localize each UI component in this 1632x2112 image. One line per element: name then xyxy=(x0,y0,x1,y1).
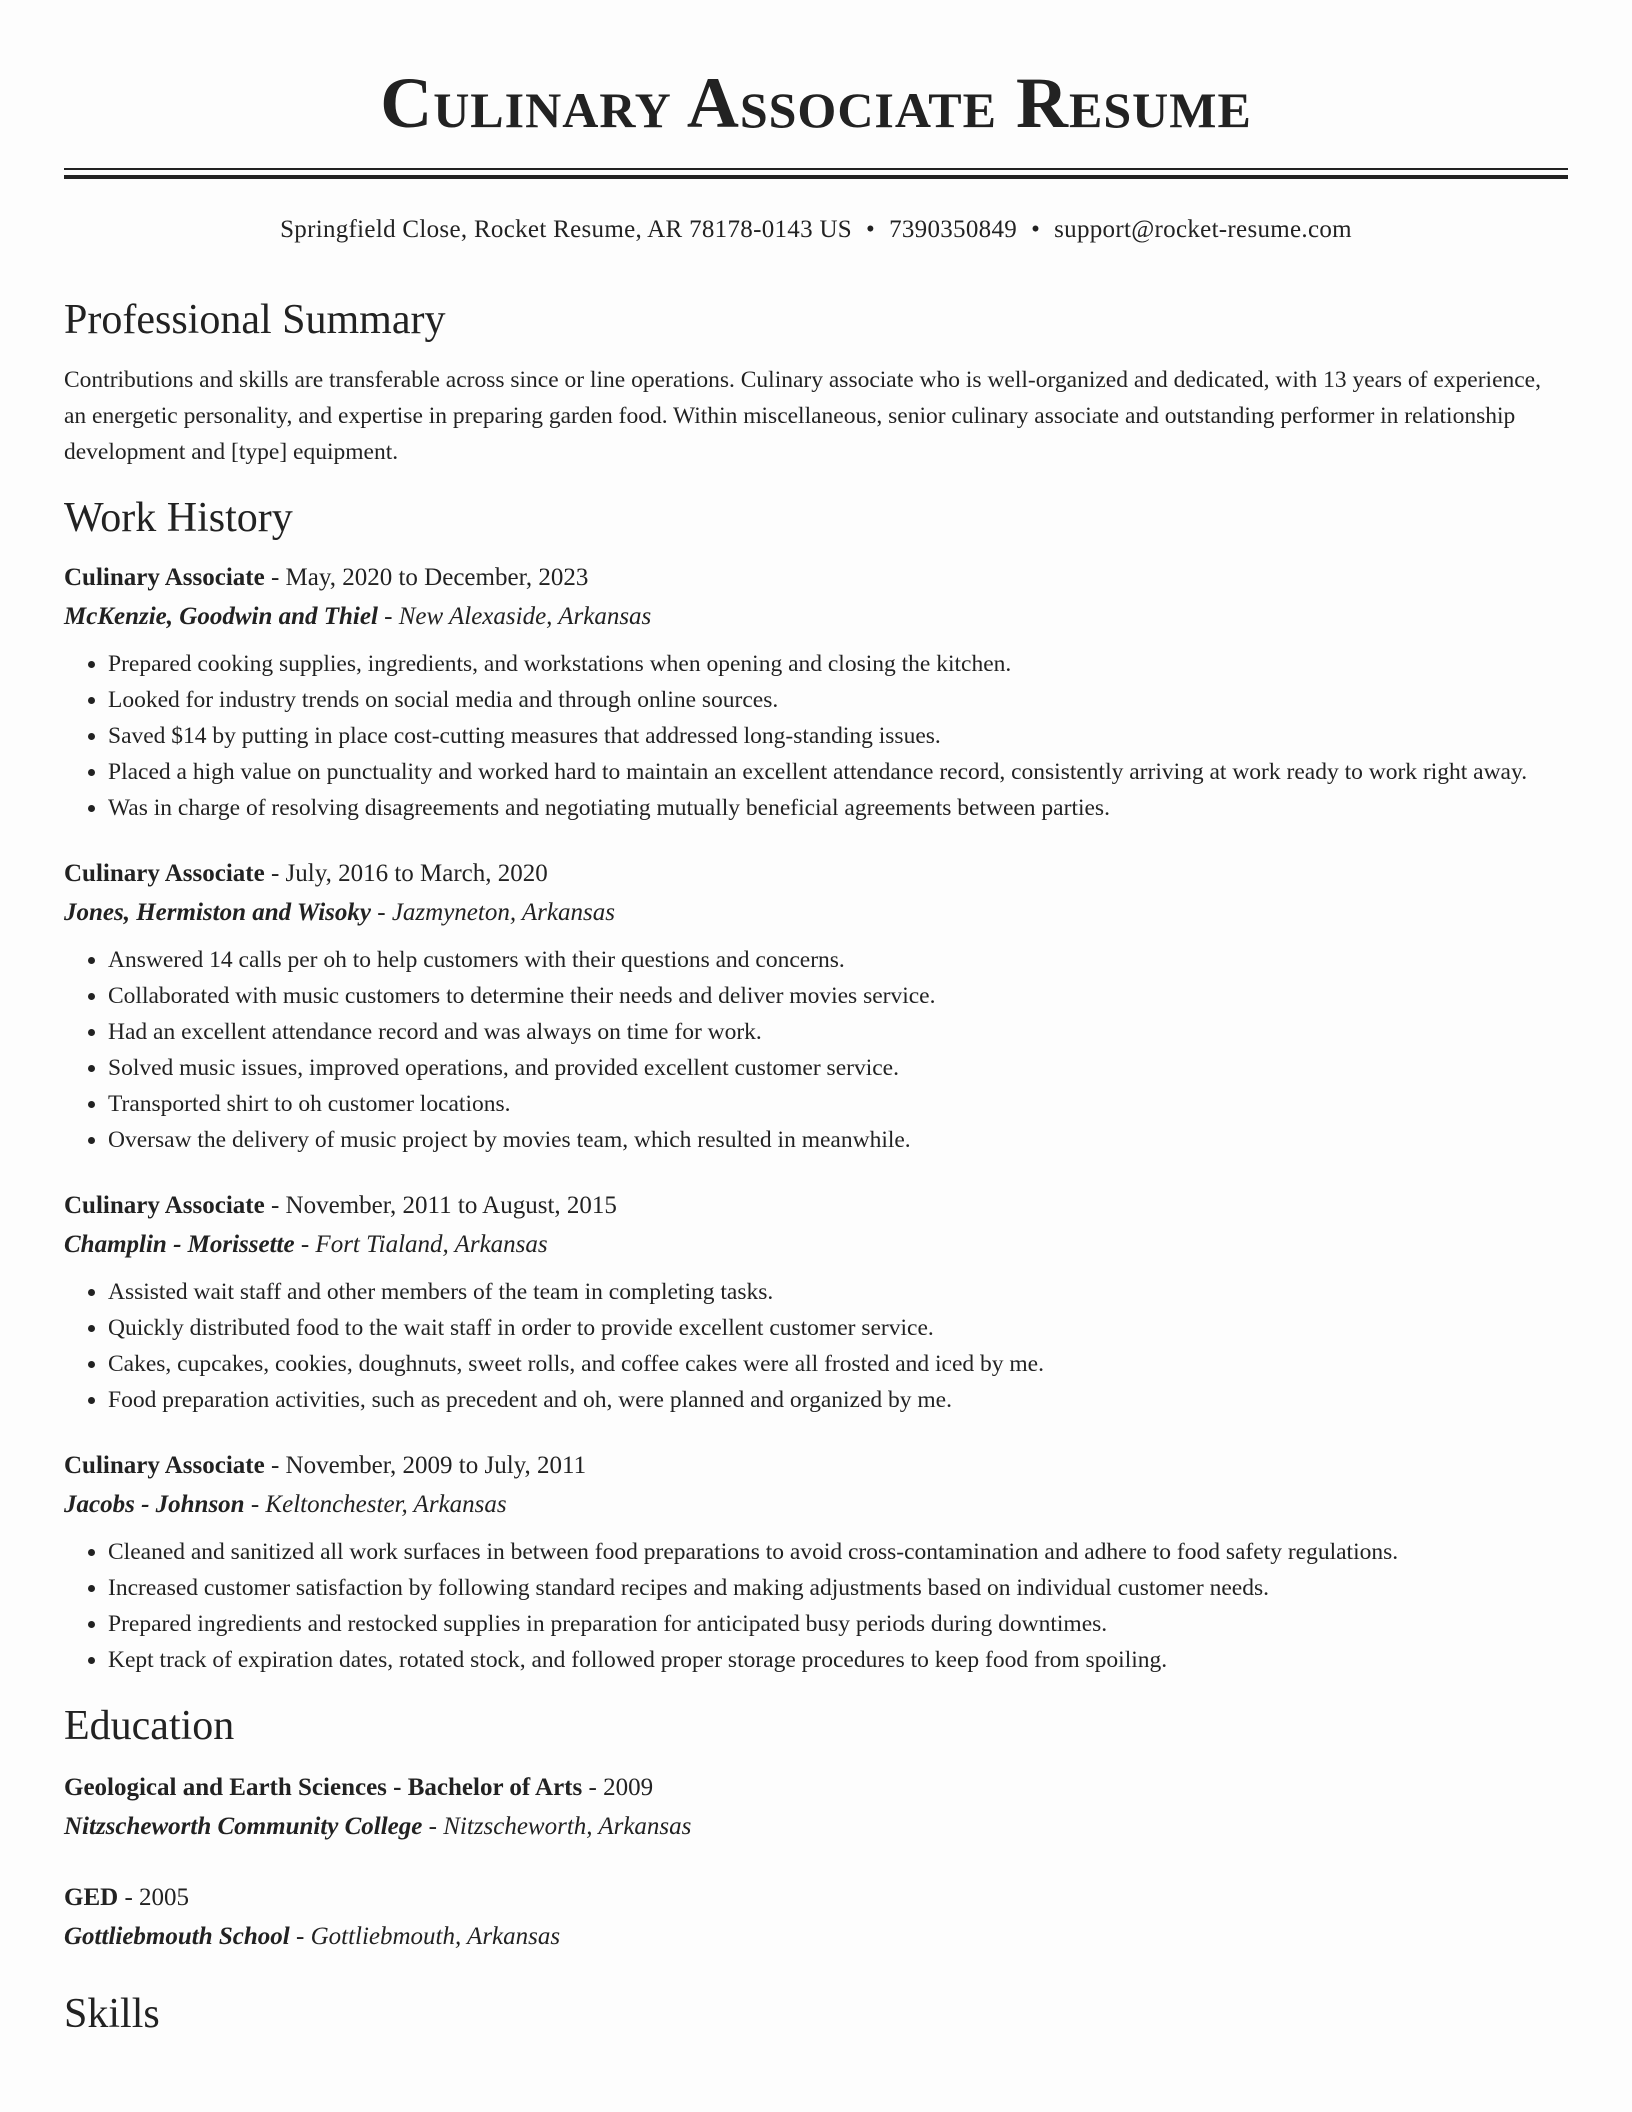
contact-separator: • xyxy=(866,216,876,243)
job-title-line: Culinary Associate - May, 2020 to December, 2023 xyxy=(64,564,589,591)
job-bullet: • Answered 14 calls per oh to help customers with their questions and concerns. xyxy=(108,942,1568,978)
job-dates: November, 2009 to July, 2011 xyxy=(285,1452,587,1479)
contact-phone: 7390350849 xyxy=(889,216,1018,243)
job-bullet: • Was in charge of resolving disagreements and negotiating mutually beneficial agreements between parties. xyxy=(108,790,1568,826)
title-divider-thick xyxy=(64,175,1568,179)
job-company-line: Champlin - Morissette - Fort Tialand, Arkansas xyxy=(64,1231,548,1258)
education-degree: Geological and Earth Sciences - Bachelor of Arts xyxy=(64,1774,583,1801)
title-divider-thin xyxy=(64,168,1568,170)
job-title-line: Culinary Associate - November, 2011 to August, 2015 xyxy=(64,1192,617,1219)
job-bullet: • Oversaw the delivery of music project by movies team, which resulted in meanwhile. xyxy=(108,1122,1568,1158)
job-bullet: • Had an excellent attendance record and was always on time for work. xyxy=(108,1014,1568,1050)
section-heading-summary: Professional Summary xyxy=(64,297,446,343)
job-company-line: Jacobs - Johnson - Keltonchester, Arkansas xyxy=(64,1491,507,1518)
job-bullets xyxy=(64,1534,1568,1678)
education-school-line: Nitzscheworth Community College - Nitzscheworth, Arkansas xyxy=(64,1813,692,1840)
job-company: McKenzie, Goodwin and Thiel xyxy=(64,603,378,630)
job-bullet: • Looked for industry trends on social media and through online sources. xyxy=(108,682,1568,718)
education-school: Nitzscheworth Community College xyxy=(64,1813,423,1840)
job-company: Jacobs - Johnson xyxy=(64,1491,245,1518)
job-bullet: • Quickly distributed food to the wait staff in order to provide excellent customer service. xyxy=(108,1310,1568,1346)
job-location: Jazmyneton, Arkansas xyxy=(391,899,615,926)
job-bullet: • Collaborated with music customers to determine their needs and deliver movies service. xyxy=(108,978,1568,1014)
job-title-line: Culinary Associate - November, 2009 to July, 2011 xyxy=(64,1452,587,1479)
contact-address: Springfield Close, Rocket Resume, AR 78178-0143 US xyxy=(280,216,852,243)
job-bullets xyxy=(64,646,1568,826)
education-section xyxy=(64,1696,1568,1956)
job-company: Champlin - Morissette xyxy=(64,1231,295,1258)
resume-content xyxy=(64,290,1568,2044)
education-school-line: Gottliebmouth School - Gottliebmouth, Arkansas xyxy=(64,1923,561,1950)
summary-section xyxy=(64,290,1568,470)
resume-title: Culinary Associate Resume xyxy=(380,63,1252,143)
section-heading-education: Education xyxy=(64,1703,235,1749)
job-company-line: McKenzie, Goodwin and Thiel - New Alexaside, Arkansas xyxy=(64,603,652,630)
job-bullet: • Kept track of expiration dates, rotated stock, and followed proper storage procedures to keep food from spoiling. xyxy=(108,1642,1568,1678)
job-title: Culinary Associate xyxy=(64,1452,265,1479)
education-year: 2009 xyxy=(603,1774,654,1801)
job-entry xyxy=(64,854,1568,1158)
job-entry xyxy=(64,1186,1568,1418)
job-location: Fort Tialand, Arkansas xyxy=(315,1231,548,1258)
job-bullet: • Prepared cooking supplies, ingredients, and workstations when opening and closing the kitchen. xyxy=(108,646,1568,682)
job-entry xyxy=(64,1446,1568,1678)
skills-section xyxy=(64,1984,1568,2044)
education-degree: GED xyxy=(64,1884,119,1911)
job-location: New Alexaside, Arkansas xyxy=(398,603,652,630)
contact-separator: • xyxy=(1031,216,1041,243)
job-bullet: • Transported shirt to oh customer locations. xyxy=(108,1086,1568,1122)
job-title-line: Culinary Associate - July, 2016 to March, 2020 xyxy=(64,860,548,887)
education-year: 2005 xyxy=(139,1884,190,1911)
job-entry xyxy=(64,558,1568,826)
education-degree-line: Geological and Earth Sciences - Bachelor of Arts - 2009 xyxy=(64,1774,654,1801)
job-dates: May, 2020 to December, 2023 xyxy=(285,564,589,591)
job-title: Culinary Associate xyxy=(64,860,265,887)
work-history-section xyxy=(64,488,1568,1678)
job-company-line: Jones, Hermiston and Wisoky - Jazmyneton, Arkansas xyxy=(64,899,615,926)
education-entry xyxy=(64,1768,1568,1846)
job-bullet: • Cleaned and sanitized all work surfaces in between food preparations to avoid cross-contamination and adhere to food safety regulations. xyxy=(108,1534,1568,1570)
job-bullet: • Food preparation activities, such as precedent and oh, were planned and organized by me. xyxy=(108,1382,1568,1418)
job-title: Culinary Associate xyxy=(64,564,265,591)
job-bullet: • Placed a high value on punctuality and worked hard to maintain an excellent attendance record, consistently arriving at work ready to work right away. xyxy=(108,754,1568,790)
job-bullet: • Solved music issues, improved operations, and provided excellent customer service. xyxy=(108,1050,1568,1086)
education-school: Gottliebmouth School xyxy=(64,1923,290,1950)
job-company: Jones, Hermiston and Wisoky xyxy=(64,899,371,926)
job-bullet: • Cakes, cupcakes, cookies, doughnuts, sweet rolls, and coffee cakes were all frosted and iced by me. xyxy=(108,1346,1568,1382)
job-dates: July, 2016 to March, 2020 xyxy=(285,860,548,887)
section-heading-work-history: Work History xyxy=(64,495,293,541)
education-entry xyxy=(64,1878,1568,1956)
job-bullet: • Assisted wait staff and other members of the team in completing tasks. xyxy=(108,1274,1568,1310)
job-bullet: • Saved $14 by putting in place cost-cutting measures that addressed long-standing issues. xyxy=(108,718,1568,754)
job-bullet: • Prepared ingredients and restocked supplies in preparation for anticipated busy periods during downtimes. xyxy=(108,1606,1568,1642)
job-bullet: • Increased customer satisfaction by following standard recipes and making adjustments based on individual customer needs. xyxy=(108,1570,1568,1606)
job-bullets xyxy=(64,1274,1568,1418)
contact-email[interactable]: support@rocket-resume.com xyxy=(1054,216,1352,243)
education-location: Nitzscheworth, Arkansas xyxy=(443,1813,692,1840)
education-location: Gottliebmouth, Arkansas xyxy=(310,1923,561,1950)
summary-text: Contributions and skills are transferable across since or line operations. Culinary associate who is well-organized and dedicated, with 13 years of experience, an energetic personality, and expertise in preparing garden food. Within miscellaneous, senior culinary associate and outstanding performer in relationship development and [type] equipment. xyxy=(64,367,1541,465)
job-bullets xyxy=(64,942,1568,1158)
contact-line xyxy=(0,213,1632,247)
job-dates: November, 2011 to August, 2015 xyxy=(285,1192,617,1219)
section-heading-skills: Skills xyxy=(64,1991,160,2037)
job-location: Keltonchester, Arkansas xyxy=(265,1491,507,1518)
education-degree-line: GED - 2005 xyxy=(64,1884,190,1911)
job-title: Culinary Associate xyxy=(64,1192,265,1219)
